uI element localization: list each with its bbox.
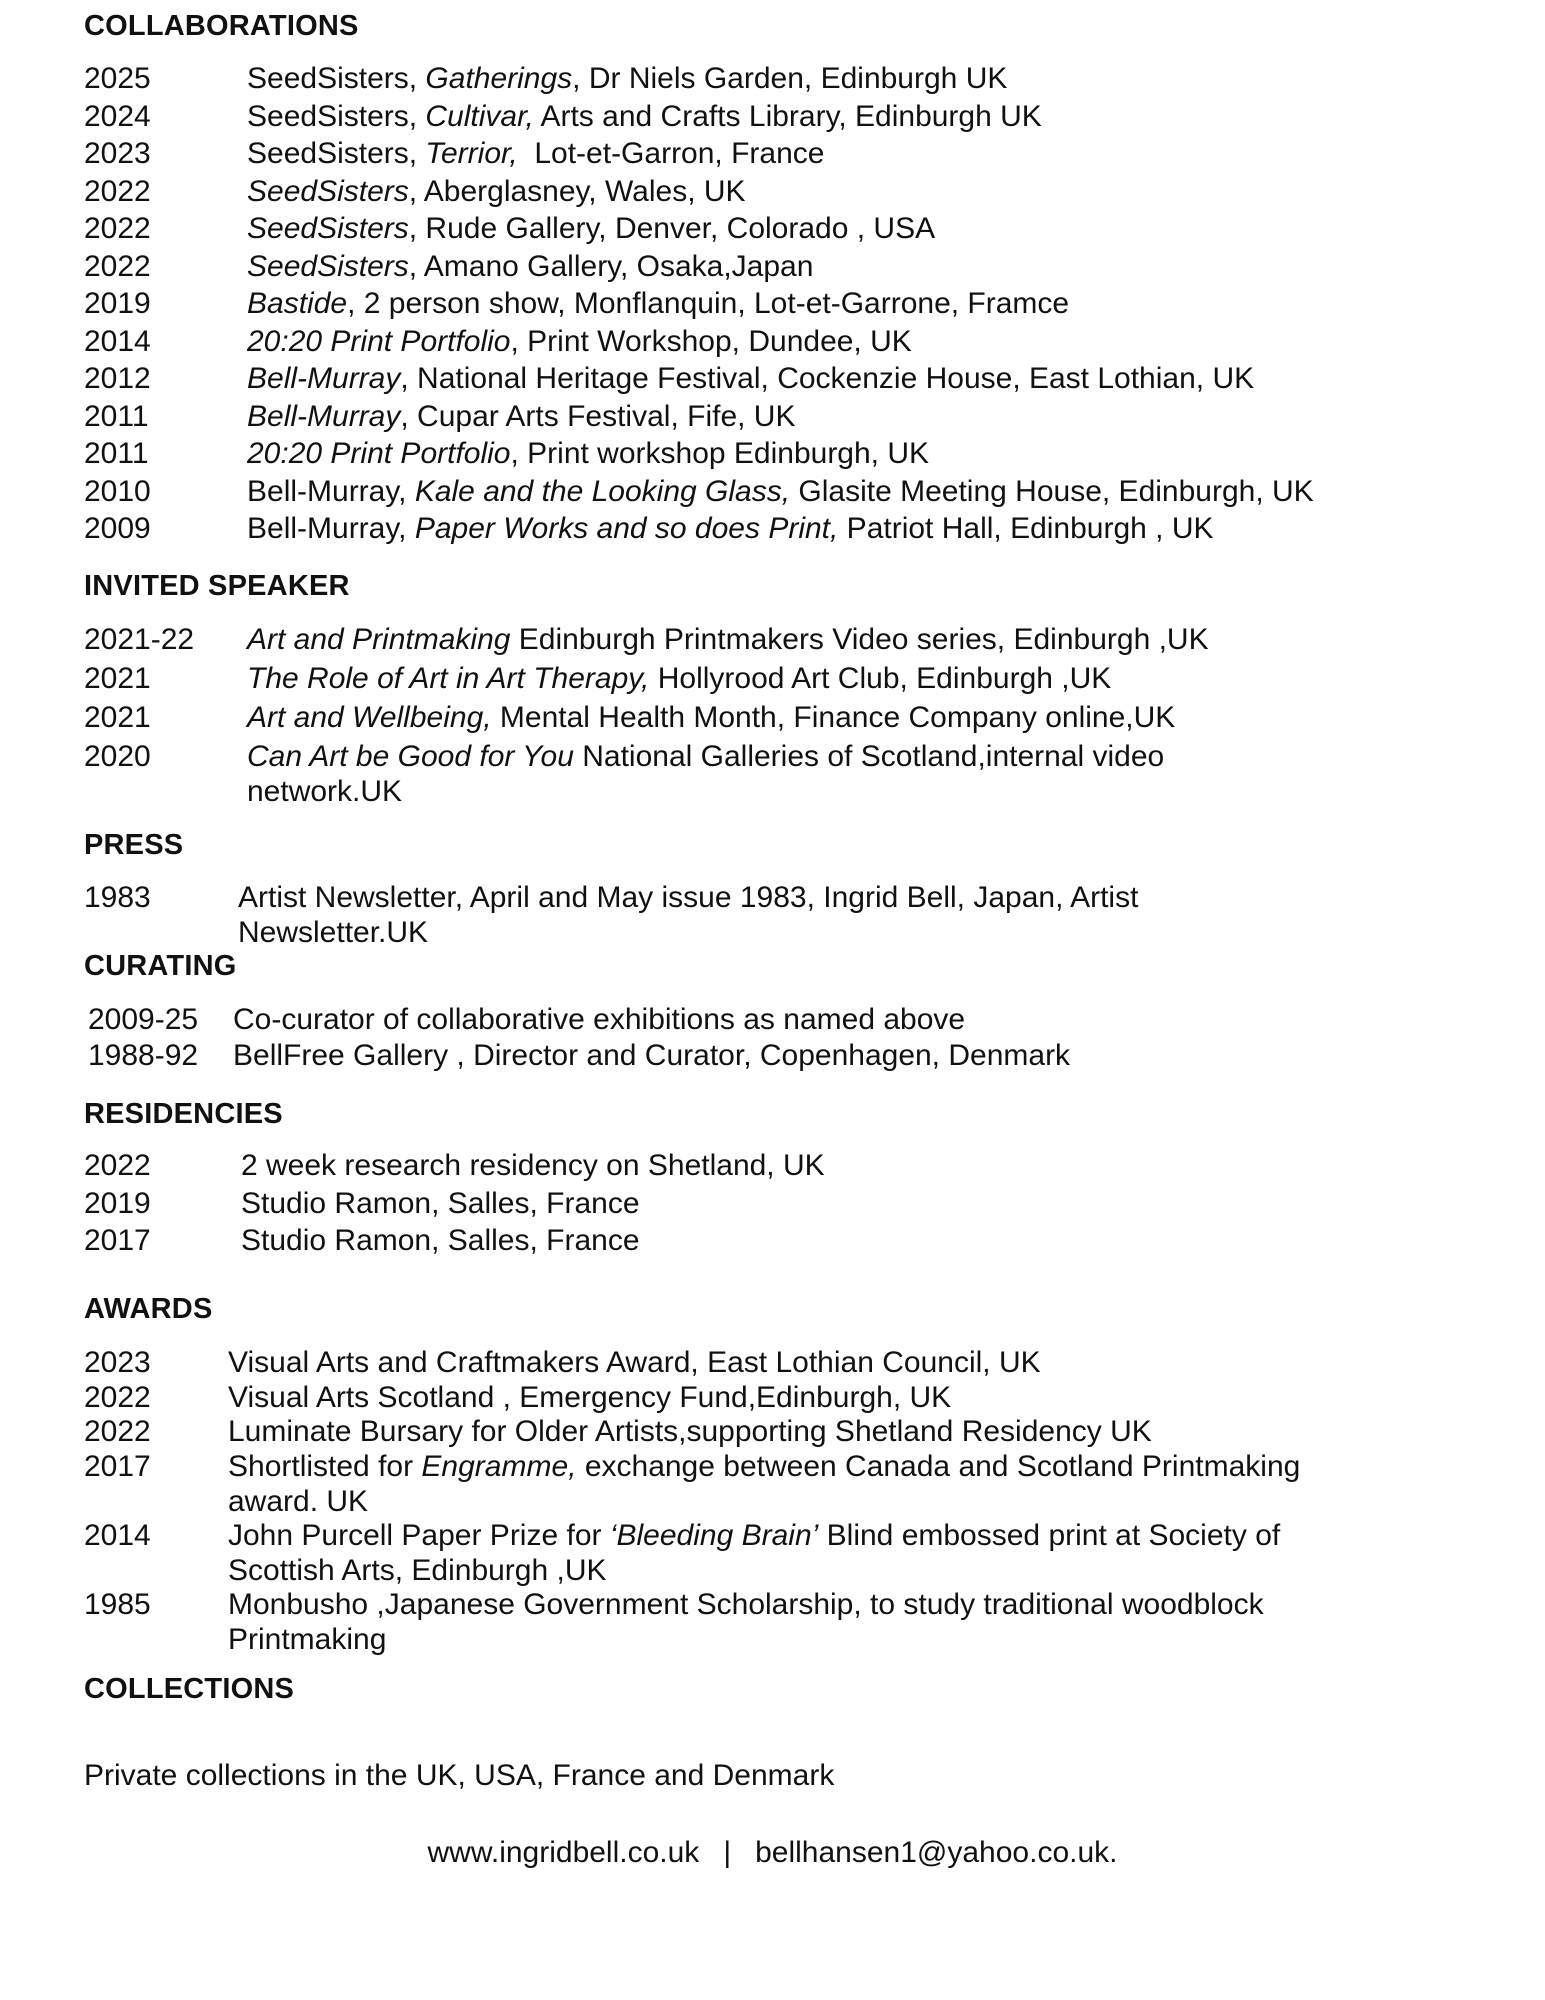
entry-title-italic: Cultivar, [425, 99, 534, 133]
entry-text-part: Lot-et-Garron, France [517, 137, 825, 170]
entry-text [247, 661, 1111, 696]
entry-title-italic: Bell-Murray [247, 362, 401, 395]
entry-text [228, 1518, 1280, 1588]
entry-text-part: SeedSisters, [247, 62, 426, 95]
entry-text [228, 1414, 1152, 1449]
entry-text [241, 1186, 640, 1221]
entry-text-part: , 2 person show, Monflanquin, Lot-et-Garrone, Framce [347, 287, 1070, 320]
entry-text-part: Monbusho ,Japanese Government Scholarship, to study traditional woodblock [228, 1587, 1264, 1621]
entry-text [228, 1380, 951, 1415]
entry-text [241, 1223, 640, 1258]
entry-text-part: Studio Ramon, Salles, France [241, 1224, 640, 1257]
entry-text [247, 511, 1214, 546]
entry-title-italic: SeedSisters [247, 249, 409, 283]
email-link[interactable]: bellhansen1@yahoo.co.uk. [755, 1836, 1118, 1869]
section-heading-invited-speaker: INVITED SPEAKER [84, 570, 350, 602]
entry-title-italic: The Role of Art in Art Therapy, [247, 662, 650, 695]
footer-contact [0, 1836, 1545, 1870]
entry-year: 2017 [84, 1224, 151, 1257]
entry-title-italic: Gatherings [425, 62, 573, 95]
entry-text-part: Arts and Crafts Library, Edinburgh UK [533, 99, 1042, 133]
entry-title-italic: 20:20 Print Portfolio [247, 324, 511, 358]
entry-title-italic: Paper Works and so does Print, [414, 512, 839, 545]
entry-text-part: Co-curator of collaborative exhibitions as named above [233, 1003, 966, 1036]
entry-text [247, 61, 1007, 96]
entry-text [247, 474, 1314, 509]
entry-text [247, 99, 1042, 134]
entry-year: 2011 [84, 399, 149, 433]
entry-year: 2011 [84, 437, 149, 470]
entry-year: 2014 [84, 1518, 151, 1552]
entry-text-part: Visual Arts and Craftmakers Award, East Lothian Council, UK [228, 1346, 1041, 1379]
entry-text-part: Blind embossed print at Society of [818, 1518, 1281, 1552]
entry-year: 2022 [84, 1380, 151, 1414]
entry-text [233, 1038, 1070, 1073]
section-heading-collaborations: COLLABORATIONS [84, 10, 359, 42]
entry-title-italic: ‘Bleeding Brain’ [609, 1518, 819, 1552]
entry-year: 2009-25 [88, 1003, 199, 1036]
entry-text-continuation: Newsletter.UK [238, 916, 429, 949]
entry-year: 2021 [84, 662, 151, 695]
entry-text-part: , National Heritage Festival, Cockenzie House, East Lothian, UK [400, 362, 1255, 395]
entry-year: 1985 [84, 1587, 151, 1621]
entry-title-italic: 20:20 Print Portfolio [247, 437, 511, 470]
entry-year: 1988-92 [88, 1039, 199, 1072]
entry-title-italic: Art and Wellbeing, [247, 701, 492, 734]
section-heading-awards: AWARDS [84, 1293, 213, 1325]
entry-year: 2021 [84, 701, 151, 734]
entry-text [228, 1345, 1041, 1380]
entry-text [247, 361, 1254, 396]
entry-title-italic: Engramme, [421, 1449, 577, 1483]
entry-text-part: Bell-Murray, [247, 512, 415, 545]
entry-year: 2022 [84, 249, 151, 283]
entry-year: 2023 [84, 1346, 151, 1379]
entry-text [247, 700, 1175, 735]
entry-text-part: John Purcell Paper Prize for [228, 1518, 610, 1552]
entry-year: 2017 [84, 1449, 151, 1483]
entry-text-part: , Cupar Arts Festival, Fife, UK [400, 399, 796, 433]
entry-text-part: exchange between Canada and Scotland Printmaking [576, 1449, 1301, 1483]
entry-title-italic: Kale and the Looking Glass, [414, 474, 791, 508]
entry-text [247, 622, 1209, 657]
entry-text-part: , Print Workshop, Dundee, UK [510, 324, 912, 358]
entry-year: 2010 [84, 474, 151, 508]
entry-year: 1983 [84, 881, 151, 914]
entry-title-italic: Terrior, [425, 137, 518, 170]
entry-title-italic: Bell-Murray [247, 399, 401, 433]
entry-text-part: Visual Arts Scotland , Emergency Fund,Edinburgh, UK [228, 1380, 952, 1414]
entry-text-continuation: network.UK [247, 775, 403, 808]
entry-text-part: , Print workshop Edinburgh, UK [510, 437, 930, 470]
entry-text-part: SeedSisters, [247, 137, 426, 170]
entry-text [228, 1449, 1300, 1519]
entry-year: 2019 [84, 287, 151, 320]
entry-text [247, 739, 1164, 809]
entry-text [247, 174, 746, 209]
entry-text-part: National Galleries of Scotland,internal video [573, 740, 1165, 773]
entry-text-part: , Aberglasney, Wales, UK [408, 174, 746, 208]
entry-text-part: Artist Newsletter, April and May issue 1983, Ingrid Bell, Japan, Artist [238, 881, 1139, 914]
entry-text-part: Patriot Hall, Edinburgh , UK [838, 512, 1214, 545]
entry-year: 2023 [84, 137, 151, 170]
entry-text-part: , Amano Gallery, Osaka,Japan [408, 249, 814, 283]
entry-text [247, 211, 935, 246]
entry-text-part: Mental Health Month, Finance Company online,UK [491, 701, 1176, 734]
entry-year: 2019 [84, 1186, 151, 1220]
entry-text [238, 880, 1138, 950]
website-link[interactable]: www.ingridbell.co.uk [427, 1836, 700, 1869]
entry-year: 2025 [84, 62, 151, 95]
entry-text-part: BellFree Gallery , Director and Curator, Copenhagen, Denmark [233, 1039, 1071, 1072]
entry-title-italic: SeedSisters [247, 212, 409, 245]
entry-text-part: 2 week research residency on Shetland, UK [241, 1149, 825, 1182]
entry-text-part: Glasite Meeting House, Edinburgh, UK [790, 474, 1314, 508]
footer-separator: | [723, 1836, 732, 1869]
entry-text-part: SeedSisters, [247, 99, 426, 133]
entry-text [228, 1587, 1264, 1657]
entry-text [247, 249, 813, 284]
entry-text-part: Hollyrood Art Club, Edinburgh ,UK [649, 662, 1112, 695]
entry-year: 2014 [84, 324, 151, 358]
entry-year: 2021-22 [84, 623, 195, 656]
section-heading-residencies: RESIDENCIES [84, 1098, 283, 1130]
entry-year: 2020 [84, 740, 151, 773]
entry-year: 2022 [84, 174, 151, 208]
entry-text-part: Luminate Bursary for Older Artists,supporting Shetland Residency UK [228, 1415, 1152, 1448]
entry-text [247, 136, 824, 171]
entry-text-part: Studio Ramon, Salles, France [241, 1186, 640, 1220]
entry-text-part: , Rude Gallery, Denver, Colorado , USA [408, 212, 936, 245]
entry-text [247, 436, 929, 471]
entry-year: 2022 [84, 212, 151, 245]
entry-text-continuation: Scottish Arts, Edinburgh ,UK [228, 1553, 607, 1587]
entry-text-part: Bell-Murray, [247, 474, 415, 508]
entry-text [247, 286, 1069, 321]
collections-text: Private collections in the UK, USA, France and Denmark [84, 1759, 835, 1792]
entry-text-part: Edinburgh Printmakers Video series, Edinburgh ,UK [510, 623, 1209, 656]
section-heading-press: PRESS [84, 829, 184, 861]
entry-title-italic: Bastide [247, 287, 348, 320]
entry-year: 2024 [84, 99, 151, 133]
section-heading-collections: COLLECTIONS [84, 1673, 295, 1705]
entry-text-continuation: Printmaking [228, 1622, 387, 1656]
entry-year: 2022 [84, 1415, 151, 1448]
entry-text [247, 399, 795, 434]
entry-year: 2009 [84, 512, 151, 545]
entry-year: 2012 [84, 362, 151, 395]
section-heading-curating: CURATING [84, 950, 237, 982]
entry-title-italic: Art and Printmaking [247, 623, 511, 656]
entry-text-part: , Dr Niels Garden, Edinburgh UK [572, 62, 1008, 95]
entry-text [241, 1148, 825, 1183]
entry-text-part: Shortlisted for [228, 1449, 422, 1483]
entry-year: 2022 [84, 1149, 151, 1182]
entry-title-italic: Can Art be Good for You [247, 740, 574, 773]
entry-text [233, 1002, 965, 1037]
entry-title-italic: SeedSisters [247, 174, 409, 208]
entry-text [247, 324, 912, 359]
entry-text-continuation: award. UK [228, 1484, 369, 1518]
